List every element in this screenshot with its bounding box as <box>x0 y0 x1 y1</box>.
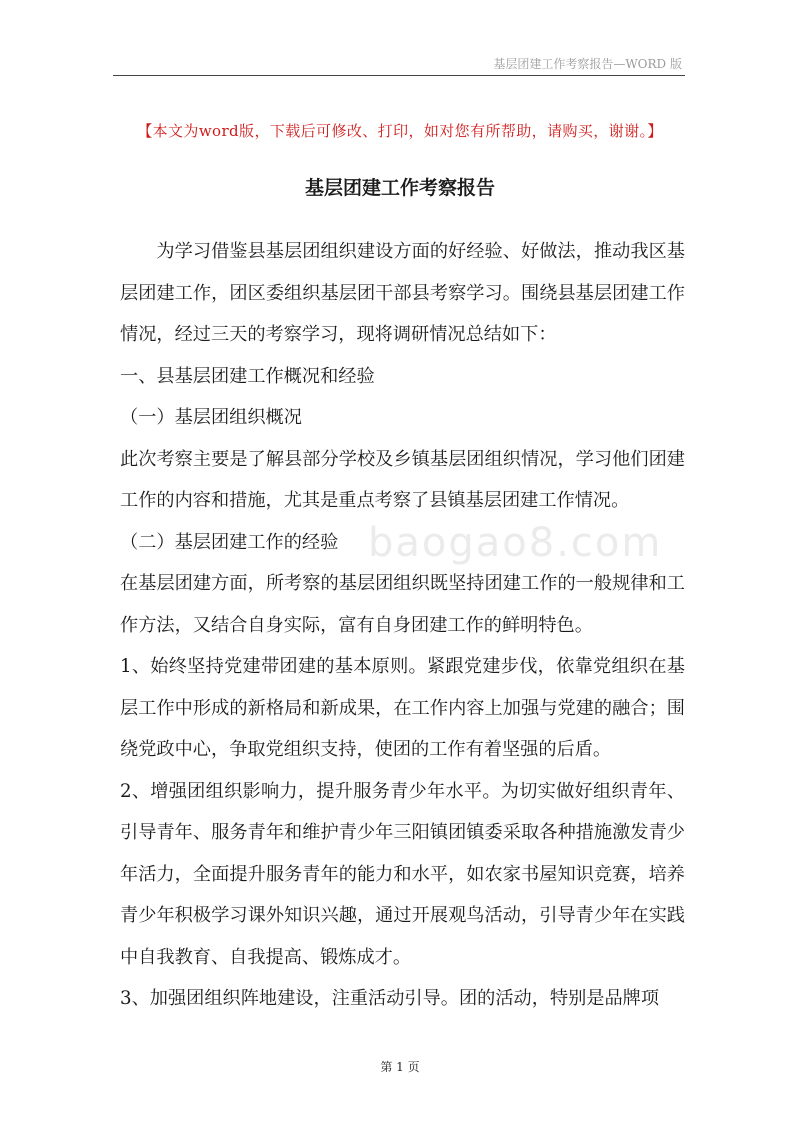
page-number: 第 1 页 <box>380 1060 420 1074</box>
header-divider <box>113 75 685 76</box>
paragraph: 此次考察主要是了解县部分学校及乡镇基层团组织情况，学习他们团建工作的内容和措施，尤其是重点考察了县镇基层团建工作情况。 <box>120 448 685 511</box>
list-item-3: 3、加强团组织阵地建设，注重活动引导。团的活动，特别是品牌项 <box>120 988 660 1009</box>
document-title: 基层团建工作考察报告 <box>304 177 495 199</box>
list-item-2: 2、增强团组织影响力，提升服务青少年水平。为切实做好组织青年、引导青年、服务青年和维护青少年三阳镇团镇委采取各种措施激发青少年活力，全面提升服务青年的能力和水平，如农家书屋知识竞赛，培养青少年积极学习课外知识兴趣，通过开展观鸟活动，引导青少年在实践中自我教育、自我提高、锻炼成才。 <box>120 780 685 968</box>
paragraph-intro: 为学习借鉴县基层团组织建设方面的好经验、好做法，推动我区基层团建工作，团区委组织基层团干部县考察学习。围绕县基层团建工作情况，经过三天的考察学习，现将调研情况总结如下： <box>120 241 685 345</box>
paragraph: 在基层团建方面，所考察的基层团组织既坚持团建工作的一般规律和工作方法，又结合自身实际，富有自身团建工作的鲜明特色。 <box>120 573 685 636</box>
list-item-1: 1、始终坚持党建带团建的基本原则。紧跟党建步伐，依靠党组织在基层工作中形成的新格局和新成果，在工作内容上加强与党建的融合；围绕党政中心，争取党组织支持，使团的工作有着坚强的后盾。 <box>120 656 685 760</box>
section-heading-1: 一、县基层团建工作概况和经验 <box>120 365 375 387</box>
running-header: 基层团建工作考察报告—WORD 版 <box>493 57 682 71</box>
download-notice: 【本文为word版，下载后可修改、打印，如对您有所帮助，请购买，谢谢。】 <box>137 122 663 140</box>
watermark: baogao8.com <box>368 520 663 566</box>
subsection-heading-1: （一）基层团组织概况 <box>120 407 302 428</box>
document-body <box>120 231 685 1020</box>
subsection-heading-2: （二）基层团建工作的经验 <box>120 531 339 553</box>
